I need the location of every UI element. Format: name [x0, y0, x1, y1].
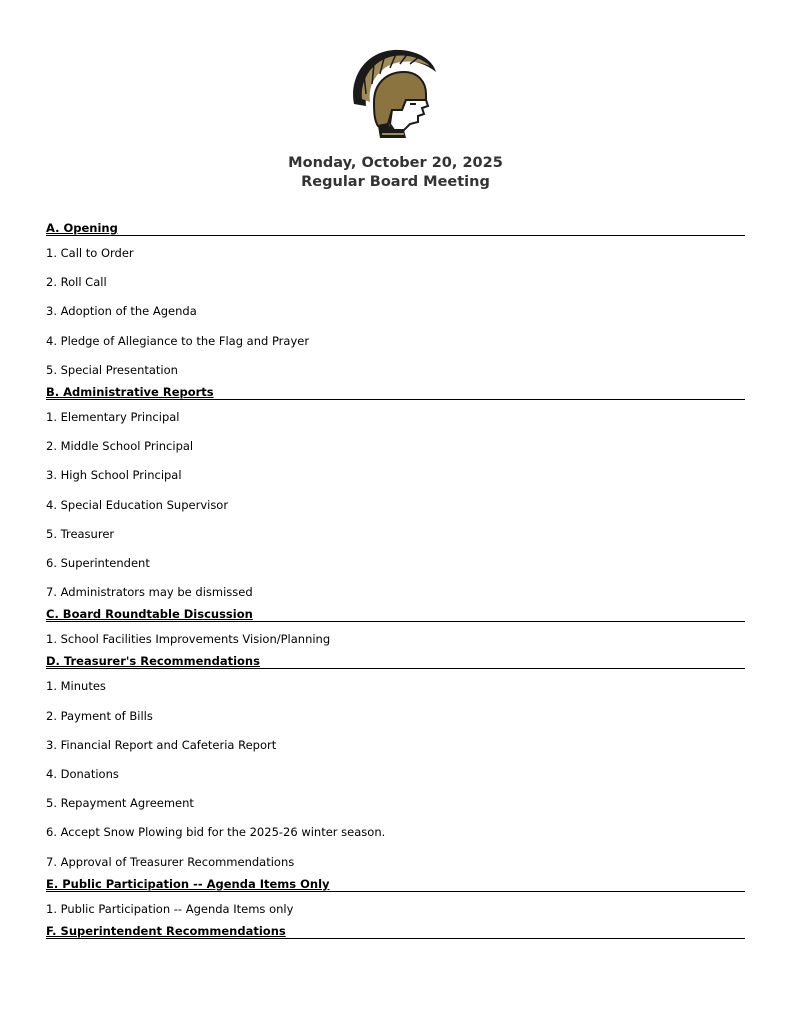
- agenda-item: 2. Roll Call: [46, 275, 107, 290]
- section-title: F. Superintendent Recommendations: [46, 924, 745, 939]
- agenda-item: 1. Minutes: [46, 679, 106, 694]
- agenda-item: 4. Donations: [46, 767, 119, 781]
- agenda-item: 1. Call to Order: [46, 246, 134, 260]
- agenda-item: 1. Public Participation -- Agenda Items only: [46, 901, 294, 916]
- agenda-item: 4. Special Education Supervisor: [46, 497, 229, 512]
- agenda-item: 1. Elementary Principal: [46, 409, 180, 424]
- agenda-item: 5. Special Presentation: [46, 362, 178, 377]
- agenda-section: [46, 877, 745, 924]
- section-title: B. Administrative Reports: [46, 385, 745, 400]
- agenda-section: [46, 924, 745, 939]
- agenda-section: [46, 654, 745, 876]
- agenda-item: 2. Middle School Principal: [46, 439, 194, 454]
- agenda-item: 5. Treasurer: [46, 526, 115, 541]
- agenda-item: 5. Repayment Agreement: [46, 796, 194, 811]
- section-title: A. Opening: [46, 221, 745, 236]
- agenda-section: [46, 221, 745, 385]
- section-title: E. Public Participation -- Agenda Items Only: [46, 877, 745, 892]
- agenda-item: 2. Payment of Bills: [46, 708, 153, 723]
- agenda-item: 3. Adoption of the Agenda: [46, 304, 197, 319]
- trojan-helmet-logo: [344, 44, 444, 144]
- agenda-item: 3. High School Principal: [46, 468, 182, 483]
- agenda-item: 4. Pledge of Allegiance to the Flag and Prayer: [46, 333, 310, 348]
- meeting-date: Monday, October 20, 2025: [288, 155, 503, 171]
- agenda-item: 7. Administrators may be dismissed: [46, 585, 253, 600]
- agenda-section: [46, 607, 745, 654]
- agenda: [46, 221, 745, 942]
- agenda-item: 6. Accept Snow Plowing bid for the 2025-26 winter season.: [46, 825, 386, 840]
- agenda-item: 1. School Facilities Improvements Vision/Planning: [46, 632, 331, 647]
- section-title: D. Treasurer's Recommendations: [46, 654, 745, 669]
- agenda-item: 6. Superintendent: [46, 555, 150, 570]
- agenda-item: 7. Approval of Treasurer Recommendations: [46, 854, 295, 869]
- section-title: C. Board Roundtable Discussion: [46, 607, 745, 622]
- agenda-section: [46, 385, 745, 607]
- meeting-type: Regular Board Meeting: [301, 174, 490, 190]
- agenda-item: 3. Financial Report and Cafeteria Report: [46, 737, 277, 752]
